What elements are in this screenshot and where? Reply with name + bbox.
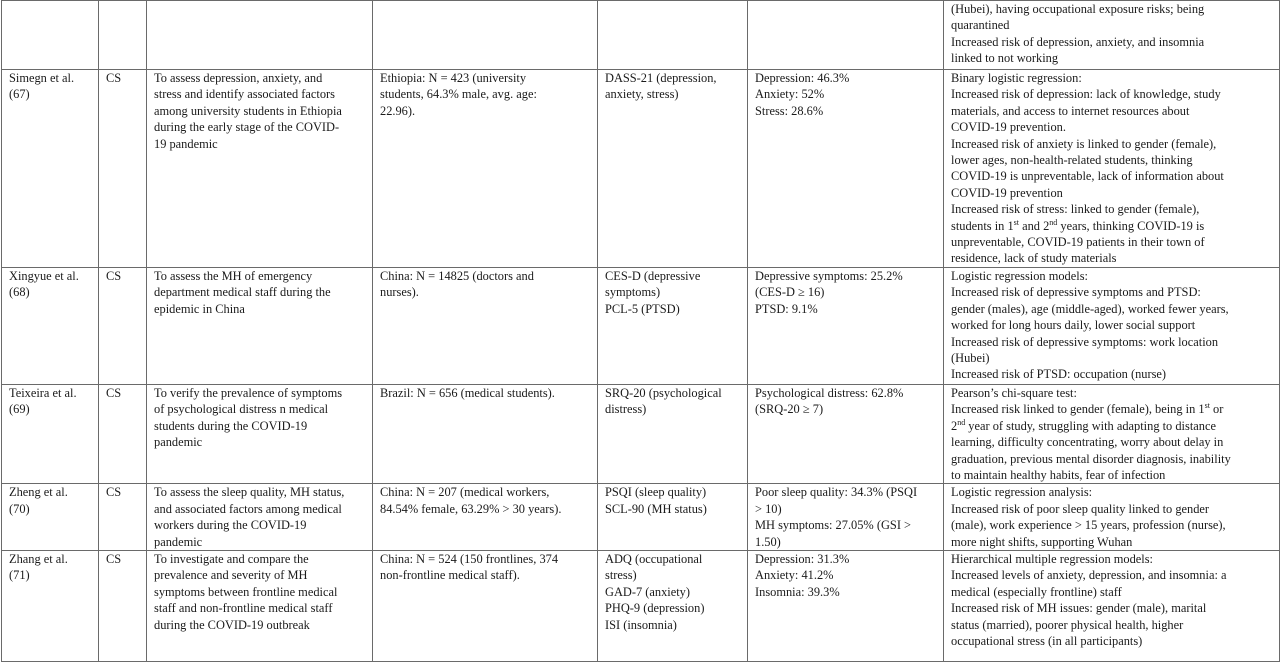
cell-line	[951, 119, 1275, 135]
cell-design	[99, 384, 147, 483]
cell-line	[154, 434, 368, 450]
text-run: symptoms between frontline medical	[154, 584, 338, 599]
cell-line	[605, 551, 743, 567]
text-run: status (married), poorer physical health, higher	[951, 617, 1184, 632]
text-run: years, thinking COVID-19 is	[1057, 218, 1205, 233]
cell-aim	[147, 550, 373, 661]
text-run: 84.54% female, 63.29% > 30 years).	[380, 501, 562, 516]
text-run: Teixeira et al.	[9, 385, 77, 400]
text-run: (71)	[9, 568, 30, 583]
text-run: prevalence and severity of MH	[154, 568, 308, 583]
cell-line	[380, 284, 593, 300]
superscript: nd	[1049, 217, 1058, 227]
study-table	[1, 0, 1280, 662]
cell-line	[951, 418, 1275, 434]
text-run: Ethiopia: N = 423 (university	[380, 71, 527, 85]
text-run: nurses).	[380, 285, 419, 300]
text-run: To verify the prevalence of symptoms	[154, 385, 343, 400]
cell-line	[951, 366, 1275, 382]
text-run: CS	[106, 268, 122, 283]
table-row	[2, 267, 1280, 384]
text-run: Logistic regression models:	[951, 268, 1088, 283]
text-run: Anxiety: 52%	[755, 87, 825, 102]
cell-prevalence	[748, 70, 944, 268]
text-run: (Hubei)	[951, 350, 990, 365]
cell-line	[951, 467, 1275, 483]
cell-line	[755, 86, 939, 102]
cell-line	[605, 70, 743, 86]
cell-line	[951, 136, 1275, 152]
cell-aim	[147, 70, 373, 268]
text-run: students, 64.3% male, avg. age:	[380, 87, 537, 102]
table-row	[2, 70, 1280, 268]
cell-line	[9, 284, 94, 300]
cell-line	[755, 268, 939, 284]
text-run: (69)	[9, 402, 30, 417]
superscript: nd	[957, 417, 966, 427]
text-run: distress)	[605, 402, 647, 417]
cell-line	[605, 617, 743, 633]
text-run: CS	[106, 385, 122, 400]
cell-line	[755, 501, 939, 517]
table-row	[2, 384, 1280, 483]
cell-line	[951, 517, 1275, 533]
cell-line	[755, 301, 939, 317]
cell-author	[2, 70, 99, 268]
text-run: Depression: 46.3%	[755, 71, 850, 85]
text-run: epidemic in China	[154, 301, 245, 316]
cell-line	[755, 385, 939, 401]
cell-line	[154, 567, 368, 583]
cell-line	[154, 517, 368, 533]
cell-line	[951, 86, 1275, 102]
text-run: Pearson’s chi-square test:	[951, 385, 1077, 400]
cell-line	[154, 119, 368, 135]
cell-line	[380, 385, 593, 401]
text-run: (CES-D ≥ 16)	[755, 285, 825, 300]
cell-line	[755, 551, 939, 567]
cell-factors	[944, 267, 1280, 384]
cell-aim	[147, 384, 373, 483]
cell-line	[951, 17, 1275, 33]
cell-author	[2, 267, 99, 384]
cell-instruments	[598, 384, 748, 483]
cell-line	[951, 301, 1275, 317]
text-run: materials, and access to internet resources about	[951, 103, 1190, 118]
text-run: staff and non-frontline medical staff	[154, 601, 333, 616]
cell-line	[951, 218, 1275, 234]
text-run: To assess depression, anxiety, and	[154, 71, 323, 85]
cell-line	[154, 418, 368, 434]
text-run: Stress: 28.6%	[755, 103, 824, 118]
cell-line	[9, 484, 94, 500]
cell-line	[106, 385, 142, 401]
text-run: 2	[951, 418, 958, 433]
cell-prevalence	[748, 550, 944, 661]
table-body	[2, 1, 1280, 662]
cell-line	[605, 584, 743, 600]
text-run: PCL-5 (PTSD)	[605, 301, 680, 316]
cell-line	[951, 633, 1275, 649]
cell-line	[951, 284, 1275, 300]
text-run: Increased risk of depressive symptoms and PTSD:	[951, 285, 1201, 300]
cell-prevalence	[748, 384, 944, 483]
cell-line	[605, 501, 743, 517]
cell-author	[2, 384, 99, 483]
cell-design	[99, 267, 147, 384]
cell-design	[99, 484, 147, 551]
table-row	[2, 550, 1280, 661]
cell-line	[755, 534, 939, 550]
text-run: and associated factors among medical	[154, 501, 342, 516]
cell-line	[380, 86, 593, 102]
text-run: (Hubei), having occupational exposure risks; being	[951, 2, 1205, 16]
text-run: PHQ-9 (depression)	[605, 601, 705, 616]
cell-line	[380, 567, 593, 583]
text-run: (67)	[9, 87, 30, 102]
text-run: lower ages, non-health-related students, thinking	[951, 153, 1193, 168]
text-run: CS	[106, 71, 122, 85]
cell-author	[2, 1, 99, 70]
cell-line	[154, 268, 368, 284]
text-run: Increased levels of anxiety, depression, and insomnia: a	[951, 568, 1227, 583]
cell-design	[99, 550, 147, 661]
text-run: To assess the sleep quality, MH status,	[154, 485, 345, 500]
text-run: PSQI (sleep quality)	[605, 485, 707, 500]
cell-line	[951, 185, 1275, 201]
cell-line	[154, 600, 368, 616]
cell-line	[755, 284, 939, 300]
text-run: COVID-19 is unpreventable, lack of information about	[951, 169, 1224, 184]
cell-line	[951, 350, 1275, 366]
cell-factors	[944, 70, 1280, 268]
text-run: Hierarchical multiple regression models:	[951, 551, 1153, 566]
cell-line	[605, 600, 743, 616]
table-row	[2, 484, 1280, 551]
cell-line	[951, 551, 1275, 567]
cell-line	[380, 484, 593, 500]
text-run: pandemic	[154, 534, 203, 549]
cell-line	[154, 551, 368, 567]
text-run: Increased risk of poor sleep quality linked to gender	[951, 501, 1210, 516]
text-run: Increased risk of stress: linked to gender (female),	[951, 202, 1200, 217]
text-run: CS	[106, 551, 122, 566]
text-run: PTSD: 9.1%	[755, 301, 818, 316]
cell-line	[9, 86, 94, 102]
text-run: 22.96).	[380, 103, 416, 118]
cell-line	[154, 617, 368, 633]
cell-author	[2, 484, 99, 551]
text-run: CES-D (depressive	[605, 268, 701, 283]
superscript: st	[1204, 401, 1210, 411]
cell-line	[605, 284, 743, 300]
cell-line	[380, 70, 593, 86]
text-run: ADQ (occupational	[605, 551, 703, 566]
cell-line	[154, 86, 368, 102]
text-run: graduation, previous mental disorder diagnosis, inability	[951, 451, 1231, 466]
cell-line	[951, 50, 1275, 66]
text-run: COVID-19 prevention.	[951, 120, 1066, 135]
text-run: China: N = 207 (medical workers,	[380, 485, 550, 500]
text-run: department medical staff during the	[154, 285, 331, 300]
text-run: stress and identify associated factors	[154, 87, 335, 102]
cell-sample	[373, 1, 598, 70]
cell-line	[951, 401, 1275, 417]
cell-line	[9, 268, 94, 284]
cell-line	[951, 317, 1275, 333]
cell-prevalence	[748, 484, 944, 551]
text-run: Logistic regression analysis:	[951, 485, 1093, 500]
table-row	[2, 1, 1280, 70]
cell-aim	[147, 484, 373, 551]
cell-line	[154, 584, 368, 600]
cell-line	[951, 234, 1275, 250]
cell-line	[605, 484, 743, 500]
cell-instruments	[598, 70, 748, 268]
text-run: Increased risk of PTSD: occupation (nurse)	[951, 367, 1167, 382]
cell-aim	[147, 267, 373, 384]
cell-line	[951, 152, 1275, 168]
text-run: Depression: 31.3%	[755, 551, 850, 566]
cell-line	[951, 1, 1275, 17]
cell-line	[154, 136, 368, 152]
text-run: DASS-21 (depression,	[605, 71, 717, 85]
cell-line	[951, 385, 1275, 401]
cell-instruments	[598, 550, 748, 661]
cell-line	[9, 551, 94, 567]
text-run: To investigate and compare the	[154, 551, 309, 566]
cell-line	[106, 70, 142, 86]
cell-line	[951, 534, 1275, 550]
text-run: SCL-90 (MH status)	[605, 501, 707, 516]
text-run: during the COVID-19 outbreak	[154, 617, 310, 632]
cell-line	[380, 501, 593, 517]
text-run: China: N = 524 (150 frontlines, 374	[380, 551, 559, 566]
text-run: COVID-19 prevention	[951, 185, 1063, 200]
text-run: symptoms)	[605, 285, 661, 300]
cell-line	[106, 551, 142, 567]
cell-line	[154, 284, 368, 300]
text-run: worked for long hours daily, lower social support	[951, 318, 1196, 333]
text-run: Increased risk of MH issues: gender (male), marital	[951, 601, 1207, 616]
cell-line	[951, 103, 1275, 119]
text-run: students during the COVID-19	[154, 418, 308, 433]
text-run: pandemic	[154, 435, 203, 450]
text-run: MH symptoms: 27.05% (GSI >	[755, 518, 912, 533]
cell-instruments	[598, 484, 748, 551]
text-run: CS	[106, 485, 122, 500]
cell-factors	[944, 1, 1280, 70]
text-run: anxiety, stress)	[605, 87, 679, 102]
text-run: quarantined	[951, 18, 1010, 33]
cell-line	[951, 501, 1275, 517]
cell-line	[951, 70, 1275, 86]
text-run: gender (males), age (middle-aged), worked fewer years,	[951, 301, 1229, 316]
cell-line	[755, 584, 939, 600]
cell-line	[951, 451, 1275, 467]
cell-line	[9, 385, 94, 401]
text-run: Increased risk linked to gender (female), being in 1	[951, 402, 1205, 417]
cell-line	[154, 70, 368, 86]
cell-line	[9, 567, 94, 583]
cell-line	[755, 103, 939, 119]
text-run: among university students in Ethiopia	[154, 103, 342, 118]
cell-line	[951, 34, 1275, 50]
cell-line	[605, 301, 743, 317]
text-run: Zhang et al.	[9, 551, 68, 566]
text-run: Zheng et al.	[9, 485, 68, 500]
text-run: Increased risk of depression: lack of knowledge, study	[951, 87, 1221, 102]
cell-factors	[944, 484, 1280, 551]
text-run: Increased risk of depressive symptoms: work location	[951, 334, 1219, 349]
cell-line	[106, 268, 142, 284]
text-run: Anxiety: 41.2%	[755, 568, 834, 583]
text-run: (SRQ-20 ≥ 7)	[755, 402, 824, 417]
cell-sample	[373, 267, 598, 384]
cell-line	[154, 401, 368, 417]
cell-sample	[373, 484, 598, 551]
text-run: China: N = 14825 (doctors and	[380, 268, 534, 283]
cell-sample	[373, 384, 598, 483]
cell-design	[99, 70, 147, 268]
cell-line	[605, 385, 743, 401]
cell-design	[99, 1, 147, 70]
cell-line	[380, 268, 593, 284]
cell-line	[9, 501, 94, 517]
cell-line	[154, 103, 368, 119]
text-run: and 2	[1019, 218, 1050, 233]
cell-line	[9, 401, 94, 417]
text-run: Psychological distress: 62.8%	[755, 385, 904, 400]
text-run: of psychological distress n medical	[154, 402, 329, 417]
cell-aim	[147, 1, 373, 70]
text-run: Increased risk of depression, anxiety, and insomnia	[951, 34, 1205, 49]
cell-line	[951, 584, 1275, 600]
cell-line	[755, 567, 939, 583]
cell-sample	[373, 550, 598, 661]
cell-prevalence	[748, 267, 944, 384]
text-run: Xingyue et al.	[9, 268, 79, 283]
text-run: SRQ-20 (psychological	[605, 385, 722, 400]
cell-line	[380, 551, 593, 567]
text-run: more night shifts, supporting Wuhan	[951, 534, 1133, 549]
cell-line	[605, 86, 743, 102]
cell-line	[9, 70, 94, 86]
cell-line	[951, 567, 1275, 583]
cell-line	[951, 268, 1275, 284]
text-run: Depressive symptoms: 25.2%	[755, 268, 903, 283]
text-run: (male), work experience > 15 years, profession (nurse),	[951, 518, 1226, 533]
text-run: students in 1	[951, 218, 1014, 233]
cell-line	[106, 484, 142, 500]
text-run: unpreventable, COVID-19 patients in their town of	[951, 235, 1205, 250]
superscript: st	[1013, 217, 1019, 227]
cell-line	[605, 268, 743, 284]
cell-line	[154, 534, 368, 550]
cell-line	[154, 484, 368, 500]
cell-instruments	[598, 1, 748, 70]
text-run: ISI (insomnia)	[605, 617, 677, 632]
cell-line	[951, 250, 1275, 266]
text-run: or	[1209, 402, 1224, 417]
text-run: linked to not working	[951, 51, 1059, 66]
text-run: Binary logistic regression:	[951, 71, 1082, 85]
cell-author	[2, 550, 99, 661]
cell-line	[951, 334, 1275, 350]
text-run: GAD-7 (anxiety)	[605, 584, 690, 599]
text-run: 1.50)	[755, 534, 781, 549]
text-run: learning, difficulty concentrating, worry about delay in	[951, 435, 1224, 450]
cell-factors	[944, 550, 1280, 661]
cell-line	[951, 434, 1275, 450]
text-run: non-frontline medical staff).	[380, 568, 520, 583]
cell-line	[755, 484, 939, 500]
cell-sample	[373, 70, 598, 268]
text-run: medical (especially frontline) staff	[951, 584, 1122, 599]
text-run: Insomnia: 39.3%	[755, 584, 840, 599]
text-run: workers during the COVID-19	[154, 518, 307, 533]
cell-line	[605, 401, 743, 417]
text-run: Brazil: N = 656 (medical students).	[380, 385, 555, 400]
cell-instruments	[598, 267, 748, 384]
text-run: To assess the MH of emergency	[154, 268, 313, 283]
cell-line	[755, 401, 939, 417]
text-run: Increased risk of anxiety is linked to gender (female),	[951, 136, 1217, 151]
cell-prevalence	[748, 1, 944, 70]
text-run: year of study, struggling with adapting to distance	[965, 418, 1216, 433]
cell-line	[951, 617, 1275, 633]
text-run: Poor sleep quality: 34.3% (PSQI	[755, 485, 918, 500]
cell-line	[951, 484, 1275, 500]
text-run: stress)	[605, 568, 637, 583]
text-run: 19 pandemic	[154, 136, 218, 151]
cell-line	[154, 501, 368, 517]
text-run: > 10)	[755, 501, 782, 516]
cell-line	[951, 600, 1275, 616]
text-run: during the early stage of the COVID-	[154, 120, 340, 135]
cell-line	[605, 567, 743, 583]
cell-line	[154, 301, 368, 317]
text-run: to maintain healthy habits, fear of infection	[951, 467, 1166, 482]
text-run: Simegn et al.	[9, 71, 75, 85]
cell-line	[755, 517, 939, 533]
cell-line	[154, 385, 368, 401]
cell-factors	[944, 384, 1280, 483]
cell-line	[755, 70, 939, 86]
text-run: residence, lack of study materials	[951, 251, 1117, 266]
cell-line	[951, 201, 1275, 217]
text-run: occupational stress (in all participants)	[951, 633, 1143, 648]
text-run: (70)	[9, 501, 30, 516]
text-run: (68)	[9, 285, 30, 300]
cell-line	[951, 168, 1275, 184]
cell-line	[380, 103, 593, 119]
